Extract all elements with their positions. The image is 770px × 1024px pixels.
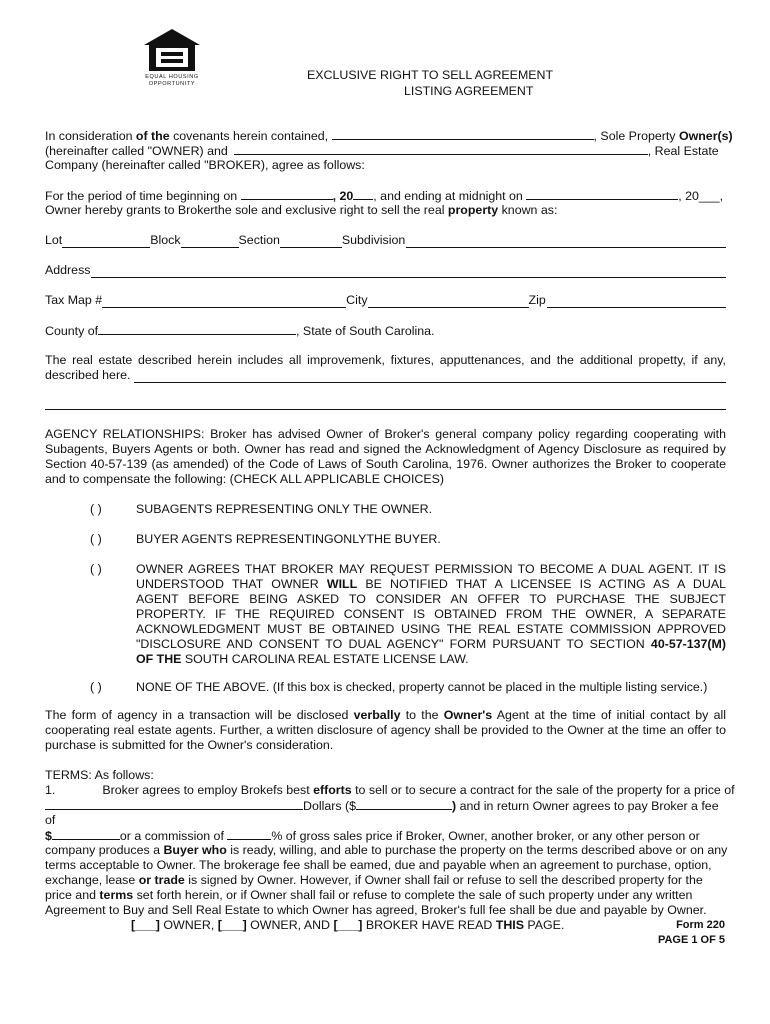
county-label: County of [45,324,99,338]
taxmap-line [45,293,726,308]
terms-line-1 [45,783,735,798]
choice-line: OWNER AGREES THAT BROKER MAY REQUEST PERMISSION TO BECOME A DUAL AGENT. IT IS [136,562,726,576]
checkbox-subagents[interactable]: ( ) [90,502,102,516]
period-text: , and ending at midnight on [373,189,527,203]
intro-line-2 [45,143,726,158]
terms-seg: of [45,813,56,827]
title-text-1: EXCLUSIVE RIGHT TO SELL AGREEMENT [307,68,554,82]
choice-text: BUYER AGENTS REPRESENTINGONLYTHE BUYER. [136,532,441,546]
intro-text: , Sole Property [593,129,679,143]
terms-heading [45,768,726,783]
initials-text: OWNER, AND [246,918,334,932]
terms-bold: Buyer who [163,843,227,857]
terms-seg: and in return Owner agrees to pay Broker a fee [456,799,719,813]
disclosure-line [45,708,726,723]
block-field[interactable] [181,236,239,248]
includes-text: described here. [45,368,131,382]
terms-seg: set forth herein, or if Owner shall fail or refuse to complete the sale of such property under any written [133,888,693,902]
checkbox-dual-agent[interactable]: ( ) [90,562,102,576]
county-field[interactable] [98,323,296,335]
commission-percent-field[interactable] [227,828,271,840]
terms-line [45,888,726,903]
equal-housing-logo [143,28,201,87]
choice-bold: 40-57-137(M) [650,637,726,651]
intro-bold: of the [135,129,170,143]
period-line-1 [45,188,726,203]
terms-heading-text: TERMS: As follows: [45,768,154,782]
disclosure-line: purchase is submitted for the Owner's consideration. [45,738,334,752]
initials-text: PAGE. [523,918,565,932]
end-date-field[interactable] [526,188,678,200]
disclosure-bold: verbally [353,708,401,722]
terms-bold: ) [452,799,457,813]
period-line-2 [45,203,726,218]
terms-line-3 [45,813,726,828]
fee-amount-field[interactable] [52,828,120,840]
choice-line [136,652,726,667]
described-here-field[interactable] [134,370,726,383]
period-text: For the period of time beginning on [45,189,241,203]
terms-line [45,873,726,888]
disclosure-seg: to the [400,708,444,722]
terms-seg: or a commission of [119,829,228,843]
city-field[interactable] [368,296,529,308]
agency-line: and to compensate the following: (CHECK ALL APPLICABLE CHOICES) [45,472,444,486]
terms-line [45,843,726,858]
disclosure-paragraph [45,708,726,753]
checkbox-buyer-agents[interactable]: ( ) [90,532,102,546]
disclosure-seg: The form of agency in a transaction will be disclosed [45,708,354,722]
county-line [45,323,726,338]
section-label: Section [238,233,280,247]
broker-initials-box[interactable]: [___] [333,918,363,932]
intro-line-1 [45,128,733,143]
terms-seg: % of gross sales price if Broker, Owner, another broker, or any other person or [271,829,700,843]
choice-seg: SOUTH CAROLINA REAL ESTATE LICENSE LAW. [181,652,469,666]
terms-seg: is ready, willing, and able to purchase the property on the terms described above or on any [226,843,728,857]
begin-date-field[interactable] [241,188,333,200]
choice-line [136,637,726,652]
intro-text: Company (hereinafter called "BROKER), agree as follows: [45,158,365,172]
choice-text [136,562,726,667]
agency-line: AGENCY RELATIONSHIPS: Broker has advised Owner of Broker's general company policy regarding cooperating with [45,427,726,441]
intro-bold: Owner(s) [678,129,733,143]
address-label: Address [45,263,91,277]
terms-line: terms acceptable to Owner. The brokerage fee shall be eamed, due and payable when an agreement to purchase, option, [45,858,712,872]
lot-block-line [45,233,726,248]
terms-bold: $ [45,829,52,843]
city-label: City [346,293,368,307]
choice-line: PROPERTY. IF THE REQUIRED CONSENT IS OBTAINED FROM THE OWNER, A SEPARATE [136,607,726,621]
subdivision-label: Subdivision [341,233,406,247]
terms-line-2 [45,798,726,813]
state-label: , State of South Carolina. [296,324,435,338]
choice-seg: "DISCLOSURE AND CONSENT TO DUAL AGENCY" FORM PURSUANT TO SECTION [136,637,651,651]
section-field[interactable] [280,236,342,248]
terms-seg: price and [45,888,100,902]
initials-line [131,918,611,933]
disclosure-line: cooperating real estate agents. Further, a written disclosure of agency shall be provided to the Owner at the time an offer to [45,723,726,737]
lot-label: Lot [45,233,63,247]
terms-seg: to sell or to secure a contract for the sale of the property for a price of [351,783,735,797]
intro-text: (hereinafter called "OWNER) and [45,144,228,158]
owner-name-field[interactable] [332,128,594,140]
address-field[interactable] [91,265,726,278]
choice-line: ACKNOWLEDGMENT MUST BE OBTAINED USING THE REAL ESTATE COMMISSION APPROVED [136,622,726,636]
owner1-initials-box[interactable]: [___] [131,918,160,932]
terms-seg: Dollars ($ [303,799,357,813]
terms-paragraph [45,843,726,918]
terms-line-4 [45,828,726,843]
terms-seg: Broker agrees to employ Brokefs best [102,783,314,797]
page-number: PAGE 1 OF 5 [657,934,725,946]
address-line [45,263,726,278]
includes-text: The real estate described herein includes all improvemenk, fixtures, apputtenances, and the additional propetty, if any, [45,353,726,367]
terms-bold: efforts [313,783,352,797]
logo-caption [143,74,201,87]
terms-bold: or trade [138,873,185,887]
terms-seg: is signed by Owner. However, if Owner shall fail or refuse to sell the described property for the [184,873,703,887]
broker-company-field[interactable] [234,143,648,155]
additional-description-field[interactable] [45,409,726,410]
includes-line-2 [45,368,726,383]
terms-line: Agreement to Buy and Sell Real Estate to which Owner has agreed, Broker's full fee shall be due and payable by Owner. [45,903,707,917]
begin-year-field[interactable] [353,188,373,200]
disclosure-bold: Owner's [443,708,493,722]
price-words-field[interactable] [45,798,303,810]
period-text: Owner hereby grants to Brokerthe sole and exclusive right to sell the real [45,203,448,217]
choice-bold: WILL [326,577,358,591]
zip-field[interactable] [547,295,726,308]
equal-housing-opportunity-icon [143,28,201,72]
taxmap-label: Tax Map # [45,293,103,307]
agency-paragraph [45,427,726,487]
taxmap-field[interactable] [102,296,346,308]
disclosure-seg: Agent at the time of initial contact by all [492,708,726,722]
terms-seg: company produces a [45,843,164,857]
block-label: Block [150,233,181,247]
owner2-initials-box[interactable]: [___] [217,918,247,932]
choice-seg: BE NOTIFIED THAT A LICENSEE IS ACTING AS A DUAL [357,577,726,591]
period-bold: property [447,203,499,217]
intro-text: In consideration [45,129,136,143]
form-number: Form 220 [676,919,725,931]
terms-seg: exchange, lease [45,873,139,887]
logo-line-2: OPPORTUNITY [148,80,196,87]
logo-line-1: EQUAL HOUSING [145,74,199,80]
initials-text: BROKER HAVE READ [362,918,496,932]
includes-line-1 [45,353,726,368]
lot-field[interactable] [62,236,150,248]
initials-text: OWNER, [159,918,218,932]
choice-text: SUBAGENTS REPRESENTING ONLY THE OWNER. [136,502,433,516]
checkbox-none[interactable]: ( ) [90,680,102,694]
terms-bold: terms [99,888,134,902]
zip-label: Zip [528,293,546,307]
choice-line: AGENT BEFORE BEING ASKED TO CONSIDER AN OFFER TO PURCHASE THE SUBJECT [136,592,726,606]
subdivision-field[interactable] [406,235,726,248]
intro-text: covenants herein contained, [169,129,332,143]
choice-seg: UNDERSTOOD THAT OWNER [136,577,327,591]
period-text: , 20___, [678,189,724,203]
agency-line: Subagents, Buyers Agents or both. Owner has read and signed the Acknowledgment of Agency Disclosure as required by [45,442,726,456]
choice-bold: OF THE [136,652,182,666]
terms-number: 1. [45,783,56,797]
choice-line [136,577,726,592]
agency-line: Section 40-57-139 (as amended) of the Code of Laws of South Carolina, 1976. Owner authorizes the Broker to cooperate [45,457,726,471]
intro-line-3 [45,158,726,173]
initials-bold: THIS [495,918,524,932]
period-text: known as: [498,203,558,217]
period-text: , 20 [332,189,354,203]
intro-text: , Real Estate [647,144,719,158]
title-text-2: LISTING AGREEMENT [404,84,534,98]
choice-text: NONE OF THE ABOVE. (If this box is checked, property cannot be placed in the multiple listing service.) [136,680,708,694]
price-amount-field[interactable] [356,798,452,810]
